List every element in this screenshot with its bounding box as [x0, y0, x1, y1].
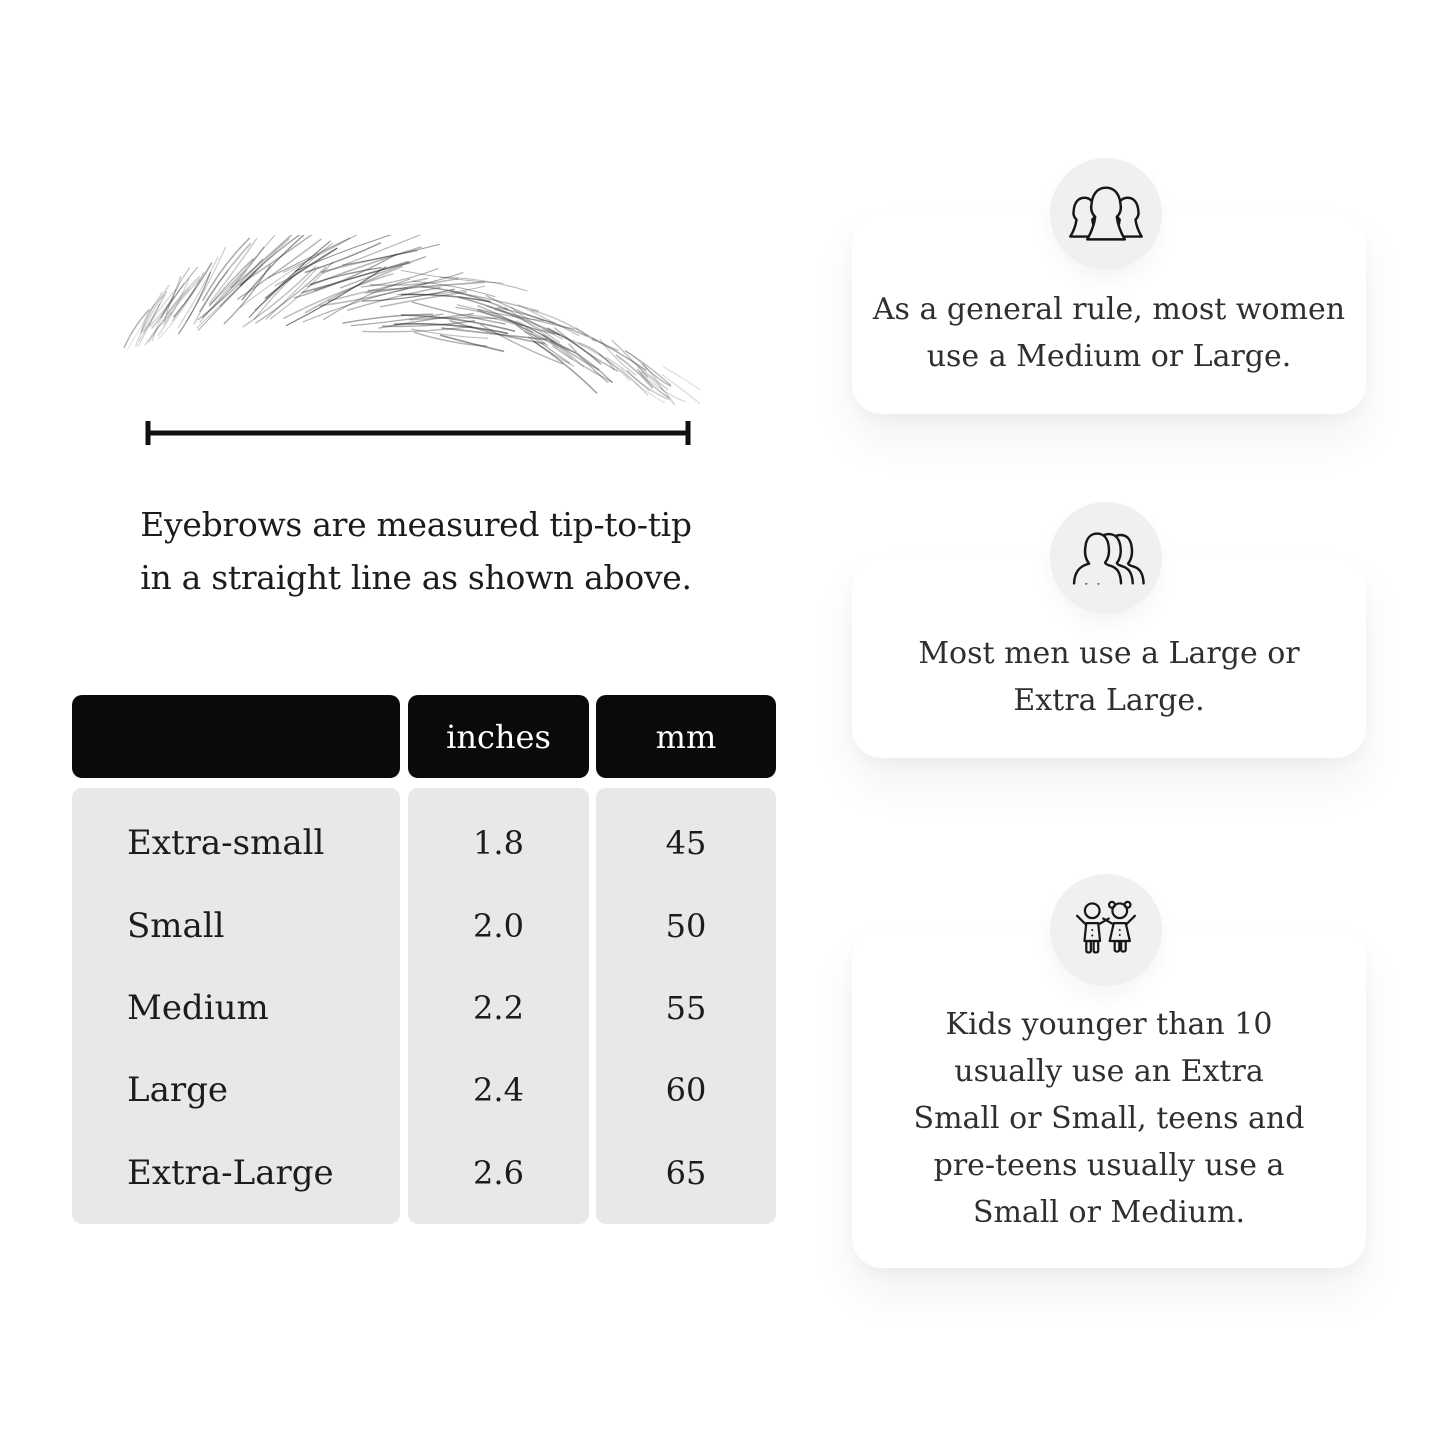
kids-guideline-card — [852, 930, 1366, 1268]
inches-value: 2.6 — [473, 1153, 524, 1192]
row-label: Medium — [127, 988, 269, 1029]
caption-line-2: in a straight line as shown above. — [140, 558, 692, 597]
children-icon — [1067, 897, 1145, 963]
inches-value: 2.0 — [473, 906, 524, 945]
size-table-body — [72, 788, 776, 1224]
mm-value: 55 — [665, 989, 707, 1028]
card-text-line: use a Medium or Large. — [926, 339, 1292, 374]
mm-value: 50 — [665, 906, 707, 945]
row-label: Extra-small — [127, 823, 325, 864]
card-text-line: Extra Large. — [1013, 683, 1205, 718]
icon-circle — [1050, 874, 1162, 986]
header-inches: inches — [408, 695, 589, 778]
header-mm: mm — [596, 695, 776, 778]
mm-value: 65 — [665, 1153, 707, 1192]
inches-value: 1.8 — [473, 824, 524, 863]
mm-column — [596, 788, 776, 1224]
row-label: Small — [127, 905, 225, 946]
mm-value: 45 — [665, 824, 707, 863]
inches-value: 2.4 — [473, 1071, 524, 1110]
eyebrow-illustration — [110, 235, 700, 405]
women-group-icon — [1066, 183, 1146, 245]
card-text-line: As a general rule, most women — [872, 292, 1346, 327]
icon-circle — [1050, 502, 1162, 614]
men-group-icon — [1066, 527, 1146, 589]
card-text-line: Small or Small, teens and — [913, 1100, 1305, 1136]
mm-value: 60 — [665, 1071, 707, 1110]
card-text-line: pre-teens usually use a — [933, 1147, 1285, 1183]
size-table — [72, 695, 776, 1224]
row-label: Extra-Large — [127, 1152, 334, 1193]
size-column — [72, 788, 400, 1224]
inches-value: 2.2 — [473, 989, 524, 1028]
card-text-line: usually use an Extra — [954, 1053, 1264, 1089]
inches-column — [408, 788, 589, 1224]
card-text-line: Kids younger than 10 — [945, 1006, 1273, 1042]
header-size — [72, 695, 400, 778]
row-label: Large — [127, 1070, 228, 1111]
card-text-line: Most men use a Large or — [918, 636, 1300, 671]
caption-line-1: Eyebrows are measured tip-to-tip — [140, 505, 692, 544]
figure-caption — [118, 498, 714, 604]
eyebrow-drawing — [110, 235, 700, 405]
size-table-header — [72, 695, 776, 778]
women-guideline-card — [852, 214, 1366, 414]
card-text-line: Small or Medium. — [972, 1194, 1246, 1230]
men-guideline-card — [852, 558, 1366, 758]
measurement-line — [140, 418, 696, 448]
icon-circle — [1050, 158, 1162, 270]
